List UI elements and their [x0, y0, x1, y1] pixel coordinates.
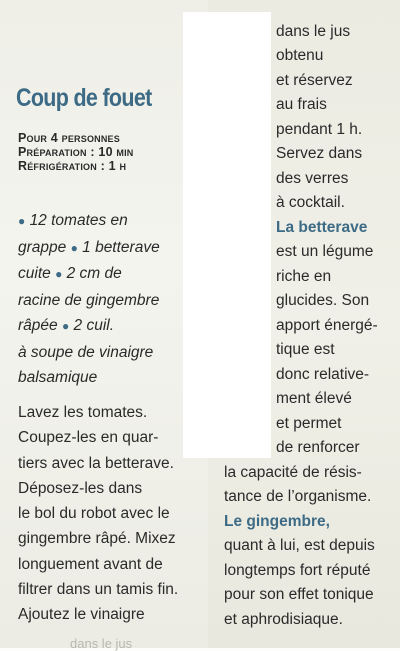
right-column-line: au frais: [276, 96, 327, 113]
betterave-line: apport énergé-: [276, 317, 378, 334]
right-column-line: pendant 1 h.: [276, 121, 363, 138]
ingredient-text: 2 cuil.: [73, 317, 115, 334]
ingredient-line: racine de gingembre: [18, 291, 160, 309]
faded-bottom-text: dans le jus: [70, 636, 133, 651]
servings-line: Pour 4 personnes: [18, 131, 120, 145]
gingembre-line: et aphrodisiaque.: [224, 611, 343, 628]
gingembre-heading: Le gingembre,: [224, 513, 330, 530]
betterave-line: et permet: [276, 415, 342, 432]
gingembre-line: quant à lui, est depuis: [224, 537, 375, 554]
gingembre-line: longtemps fort réputé: [224, 562, 371, 579]
right-column-line: des verres: [276, 170, 349, 187]
betterave-line: glucides. Son: [276, 292, 370, 309]
betterave-line: riche en: [276, 268, 332, 285]
refrigeration-time-line: Réfrigération : 1 h: [18, 159, 127, 173]
right-column-line: à cocktail.: [276, 194, 345, 211]
bullet-icon: ●: [61, 319, 70, 333]
right-column-line: dans le jus: [276, 23, 351, 40]
gingembre-line: pour son effet tonique: [224, 586, 374, 603]
ingredient-text: grappe: [18, 238, 67, 256]
preparation-time-line: Préparation : 10 min: [18, 145, 134, 159]
ingredient-text: râpée: [18, 317, 58, 334]
preparation-line: gingembre râpé. Mixez: [18, 530, 176, 548]
ingredient-text: 1 betterave: [82, 238, 160, 256]
preparation-line: Ajoutez le vinaigre: [18, 606, 145, 624]
betterave-line: tique est: [276, 341, 335, 358]
preparation-line: Lavez les tomates.: [18, 404, 148, 421]
betterave-heading: La betterave: [276, 219, 368, 236]
right-column-line: Servez dans: [276, 145, 363, 162]
ingredient-text: 2 cm de: [66, 265, 122, 282]
bullet-icon: ●: [18, 214, 26, 228]
preparation-line: longuement avant de: [18, 555, 163, 573]
bullet-icon: ●: [55, 267, 63, 281]
ingredient-line: à soupe de vinaigre: [18, 343, 154, 361]
right-column-line: et réservez: [276, 72, 353, 89]
preparation-line: filtrer dans un tamis fin.: [18, 581, 179, 599]
preparation-line: le bol du robot avec le: [18, 505, 170, 523]
preparation-line: Coupez-les en quar-: [18, 429, 159, 447]
preparation-line: Déposez-les dans: [18, 479, 143, 497]
recipe-title: Coup de fouet: [16, 84, 152, 112]
ingredient-text: cuite: [18, 265, 51, 282]
betterave-line: tance de l’organisme.: [224, 488, 372, 505]
right-column-line: obtenu: [276, 47, 324, 64]
ingredient-line: balsamique: [18, 369, 98, 386]
ingredient-text: 12 tomates en: [29, 212, 128, 229]
betterave-line: de renforcer: [276, 439, 360, 456]
preparation-line: tiers avec la betterave.: [18, 454, 174, 472]
betterave-line: est un légume: [276, 243, 374, 260]
bullet-icon: ●: [70, 240, 78, 255]
betterave-line: la capacité de résis-: [224, 464, 362, 481]
betterave-line: donc relative-: [276, 366, 370, 383]
betterave-line: ment élevé: [276, 390, 352, 407]
